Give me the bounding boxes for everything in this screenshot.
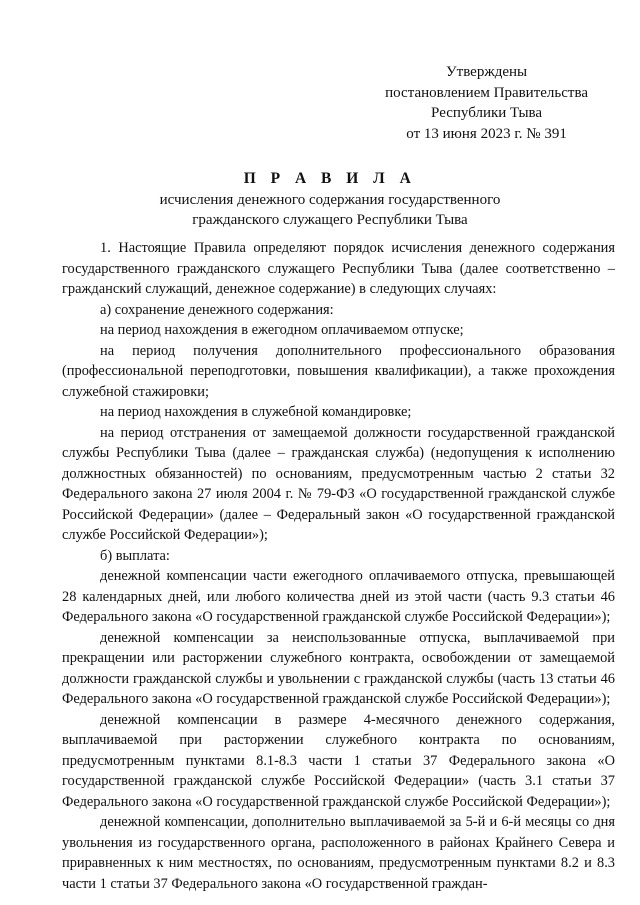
paragraph-four-month-compensation: денежной компенсации в размере 4-месячного денежного содержания, выплачиваемой при расторжении служебного контракта по основаниям, предусмотренным пунктами 8.1-8.3 части 1 статьи 37 Федерального закона «О государственной гражданской службе Российской Федерации» (часть 3.1 статьи 37 Федерального закона «О государственной гражданской службе Российской Федерации»); — [62, 711, 615, 810]
document-title: П Р А В И Л А — [243, 170, 417, 187]
paragraph-b-heading: б) выплата: — [100, 547, 170, 564]
paragraph-education: на период получения дополнительного профессионального образования (профессиональной переподготовки, повышения квалификации), а также прохождения служебной стажировки; — [62, 342, 615, 400]
paragraph-unused-vacation: денежной компенсации за неиспользованные отпуска, выплачиваемой при прекращении или расторжении служебного контракта, освобождении от замещаемой должности гражданской службы и увольнении с гражданской службы (часть 13 статьи 46 Федерального закона «О государственной гражданской службе Российской Федерации»); — [62, 629, 615, 707]
approval-line-resolution: постановлением Правительства — [385, 84, 588, 101]
approval-line-approved: Утверждены — [446, 64, 528, 80]
paragraph-north-compensation: денежной компенсации, дополнительно выплачиваемой за 5-й и 6-й месяцы со дня увольнения из государственного органа, расположенного в районах Крайнего Севера и приравненных к ним местностях, по основаниям, предусмотренным пунктами 8.2 и 8.3 части 1 статьи 37 Федерального закона «О государственной граждан- — [62, 814, 615, 892]
approval-stamp — [385, 62, 588, 144]
document-subtitle-line-2: гражданского служащего Республики Тыва — [192, 212, 468, 228]
approval-line-date-number: от 13 июня 2023 г. № 391 — [406, 125, 567, 142]
paragraph-1: 1. Настоящие Правила определяют порядок исчисления денежного содержания государственного гражданского служащего Республики Тыва (далее соответственно – гражданский служащий, денежное содержание) в следующих случаях: — [62, 240, 615, 297]
paragraph-business-trip: на период нахождения в служебной командировке; — [100, 404, 412, 420]
paragraph-vacation-compensation: денежной компенсации части ежегодного оплачиваемого отпуска, превышающей 28 календарных дней, или любого количества дней из этой части (часть 9.3 статьи 46 Федерального закона «О государственной гражданской службе Российской Федерации»); — [62, 568, 615, 625]
document-title-block — [80, 169, 580, 230]
approval-line-republic: Республики Тыва — [431, 105, 543, 121]
document-body — [62, 238, 615, 894]
paragraph-vacation: на период нахождения в ежегодном оплачиваемом отпуске; — [100, 322, 464, 338]
paragraph-suspension: на период отстранения от замещаемой должности государственной гражданской службы Республики Тыва (далее – гражданская служба) (недопущения к исполнению должностных обязанностей) по основаниям, предусмотренным частью 2 статьи 32 Федерального закона 27 июля 2004 г. № 79-ФЗ «О государственной гражданской службе Российской Федерации» (далее – Федеральный закон «О государственной гражданской службе Российской Федерации»); — [62, 424, 615, 543]
paragraph-a-heading: а) сохранение денежного содержания: — [100, 301, 334, 318]
document-subtitle-line-1: исчисления денежного содержания государственного — [159, 192, 501, 208]
